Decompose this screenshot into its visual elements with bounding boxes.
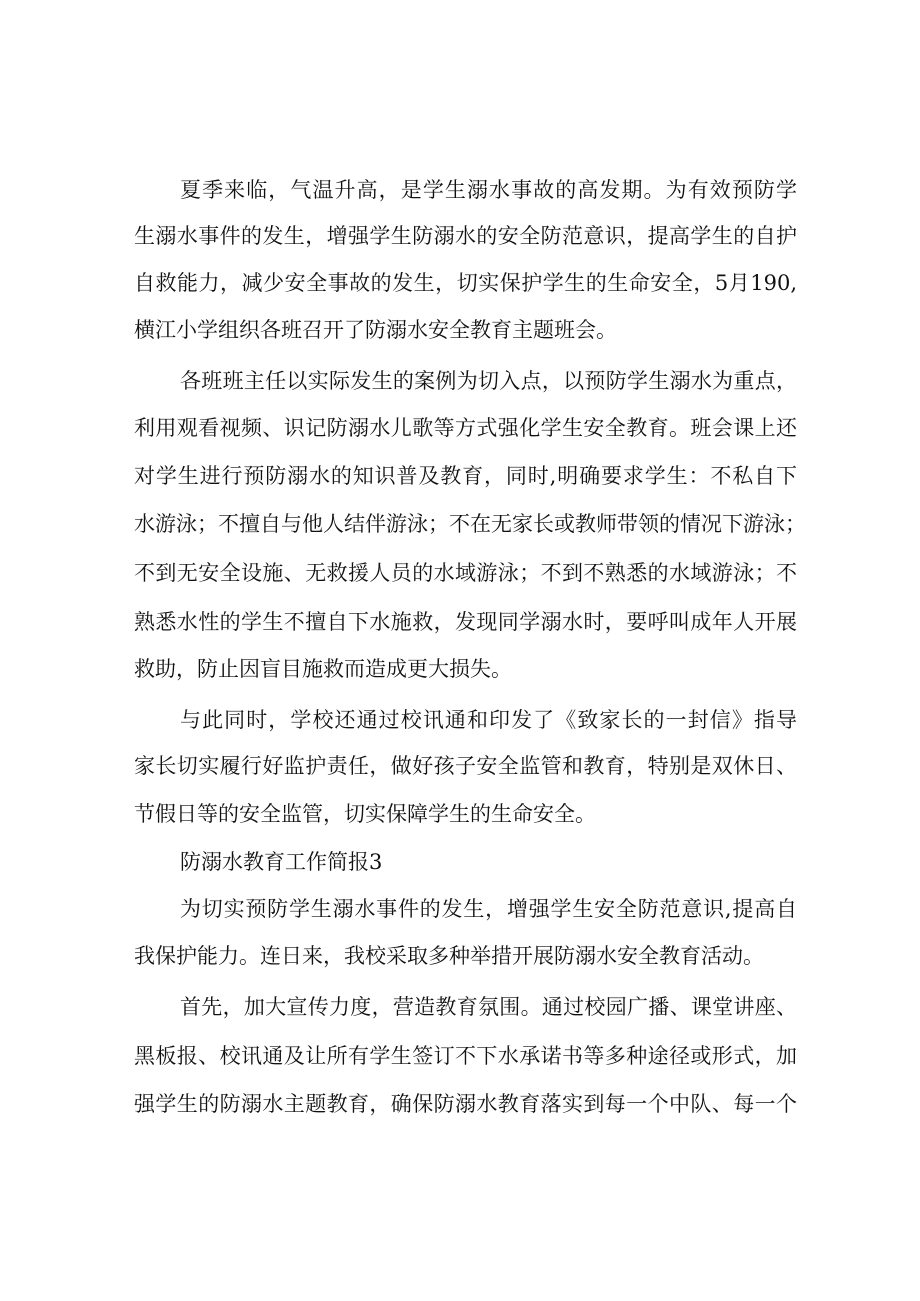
paragraph-2-line-3: 对学生进行预防溺水的知识普及教育，同时,明确要求学生：不私自下 <box>134 464 797 488</box>
paragraph-2-line-7: 救助，防止因盲目施救而造成更大损失。 <box>134 657 512 681</box>
paragraph-2-line-2: 利用观看视频、识记防溺水儿歌等方式强化学生安全教育。班会课上还 <box>134 416 797 440</box>
paragraph-5-line-2: 黑板报、校讯通及让所有学生签订不下水承诺书等多种途径或形式，加 <box>134 1044 797 1068</box>
paragraph-1-line-1: 夏季来临，气温升高，是学生溺水事故的高发期。为有效预防学 <box>180 178 797 202</box>
paragraph-1-line-3: 自救能力，减少安全事故的发生，切实保护学生的生命安全，5月190, <box>134 271 797 295</box>
paragraph-3-line-1: 与此同时，学校还通过校讯通和印发了《致家长的一封信》指导 <box>180 708 797 732</box>
paragraph-2-line-1: 各班班主任以实际发生的案例为切入点，以预防学生溺水为重点， <box>180 369 797 393</box>
section-heading: 防溺水教育工作简报3 <box>180 850 383 874</box>
paragraph-5-line-3: 强学生的防溺水主题教育，确保防溺水教育落实到每一个中队、每一个 <box>134 1092 797 1116</box>
paragraph-1-line-4: 横江小学组织各班召开了防溺水安全教育主题班会。 <box>134 318 617 342</box>
paragraph-3-line-3: 节假日等的安全监管，切实保障学生的生命安全。 <box>134 802 596 826</box>
paragraph-2-line-4: 水游泳；不擅自与他人结伴游泳；不在无家长或教师带领的情况下游泳； <box>134 512 806 536</box>
paragraph-1-line-2: 生溺水事件的发生，增强学生防溺水的安全防范意识，提高学生的自护 <box>134 224 797 248</box>
paragraph-2-line-5: 不到无安全设施、无救援人员的水域游泳；不到不熟悉的水域游泳；不 <box>134 561 797 585</box>
paragraph-2-line-6: 熟悉水性的学生不擅自下水施救，发现同学溺水时，要呼叫成年人开展 <box>134 610 797 634</box>
paragraph-5-line-1: 首先，加大宣传力度，营造教育氛围。通过校园广播、课堂讲座、 <box>180 995 797 1019</box>
paragraph-3-line-2: 家长切实履行好监护责任，做好孩子安全监管和教育，特别是双休日、 <box>134 754 797 778</box>
paragraph-4-line-1: 为切实预防学生溺水事件的发生，增强学生安全防范意识,提高自 <box>180 897 797 921</box>
paragraph-4-line-2: 我保护能力。连日来，我校采取多种举措开展防溺水安全教育活动。 <box>134 944 764 968</box>
